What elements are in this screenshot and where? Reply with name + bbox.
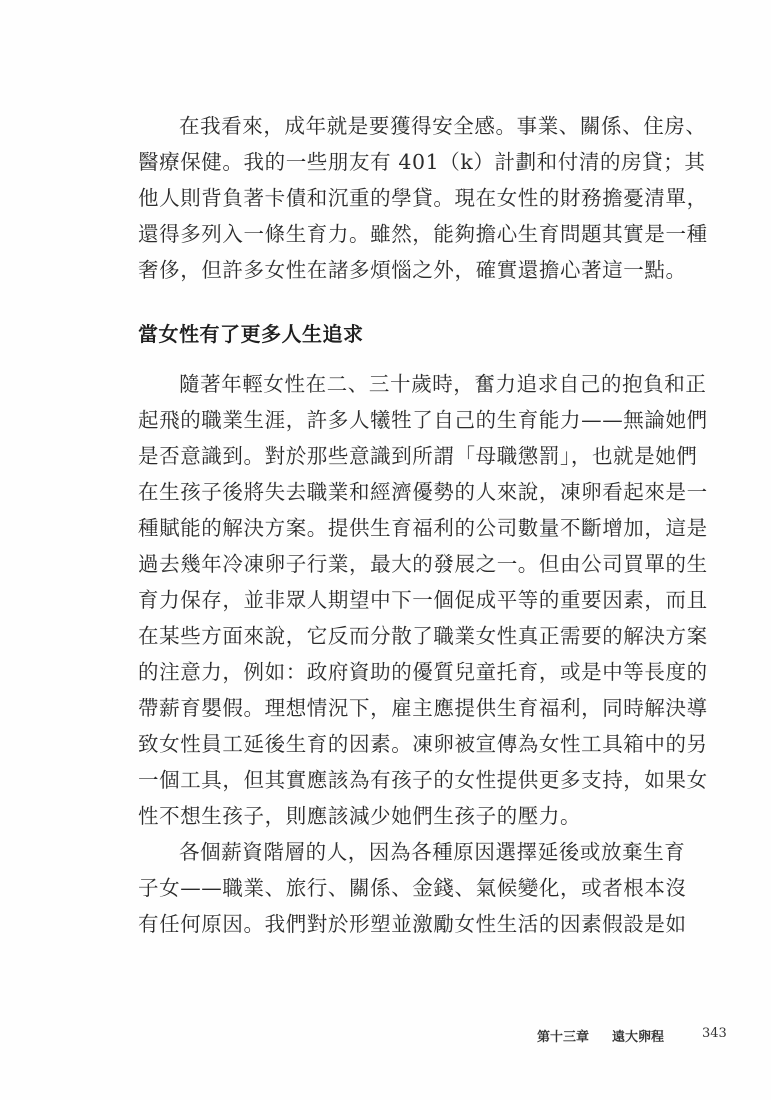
text-line: 育力保存，並非眾人期望中下一個促成平等的重要因素，而且 — [138, 588, 708, 612]
text-line: 是否意識到。對於那些意識到所謂「母職懲罰」，也就是她們 — [138, 444, 698, 468]
text-line: 在某些方面來說，它反而分散了職業女性真正需要的解決方案 — [138, 624, 708, 648]
text-line: 帶薪育嬰假。理想情況下，雇主應提供生育福利，同時解決導 — [138, 696, 708, 720]
text-line: 在生孩子後將失去職業和經濟優勢的人來說，凍卵看起來是一 — [138, 480, 708, 504]
paragraph-3 — [138, 834, 687, 942]
text-line: 奢侈，但許多女性在諸多煩惱之外，確實還擔心著這一點。 — [138, 258, 687, 282]
paragraph-1 — [138, 108, 708, 288]
text-line: 致女性員工延後生育的因素。凍卵被宣傳為女性工具箱中的另 — [138, 732, 708, 756]
text-line: 起飛的職業生涯，許多人犧牲了自己的生育能力——無論她們 — [138, 408, 708, 432]
page-number: 343 — [702, 1026, 727, 1041]
text-line: 各個薪資階層的人，因為各種原因選擇延後或放棄生育 — [179, 840, 686, 864]
section-heading: 當女性有了更多人生追求 — [138, 322, 364, 346]
text-line: 的注意力，例如：政府資助的優質兒童托育，或是中等長度的 — [138, 660, 708, 684]
text-line: 性不想生孩子，則應該減少她們生孩子的壓力。 — [138, 804, 582, 828]
text-line: 一個工具，但其實應該為有孩子的女性提供更多支持，如果女 — [138, 768, 708, 792]
text-line: 他人則背負著卡債和沉重的學貸。現在女性的財務擔憂清單， — [138, 186, 708, 210]
text-line: 隨著年輕女性在二、三十歲時，奮力追求自己的抱負和正 — [179, 372, 707, 396]
running-footer-chapter: 第十三章 — [537, 1030, 590, 1045]
text-line: 子女——職業、旅行、關係、金錢、氣候變化，或者根本沒 — [138, 876, 687, 900]
running-footer-title: 遠大卵程 — [612, 1030, 665, 1045]
paragraph-2 — [138, 366, 708, 834]
text-line: 有任何原因。我們對於形塑並激勵女性生活的因素假設是如 — [138, 912, 687, 936]
text-line: 醫療保健。我的一些朋友有 401（k）計劃和付清的房貸；其 — [138, 150, 706, 174]
text-line: 還得多列入一條生育力。雖然，能夠擔心生育問題其實是一種 — [138, 222, 708, 246]
text-line: 種賦能的解決方案。提供生育福利的公司數量不斷增加，這是 — [138, 516, 708, 540]
text-line: 過去幾年冷凍卵子行業，最大的發展之一。但由公司買單的生 — [138, 552, 708, 576]
text-line: 在我看來，成年就是要獲得安全感。事業、關係、住房、 — [179, 114, 707, 138]
